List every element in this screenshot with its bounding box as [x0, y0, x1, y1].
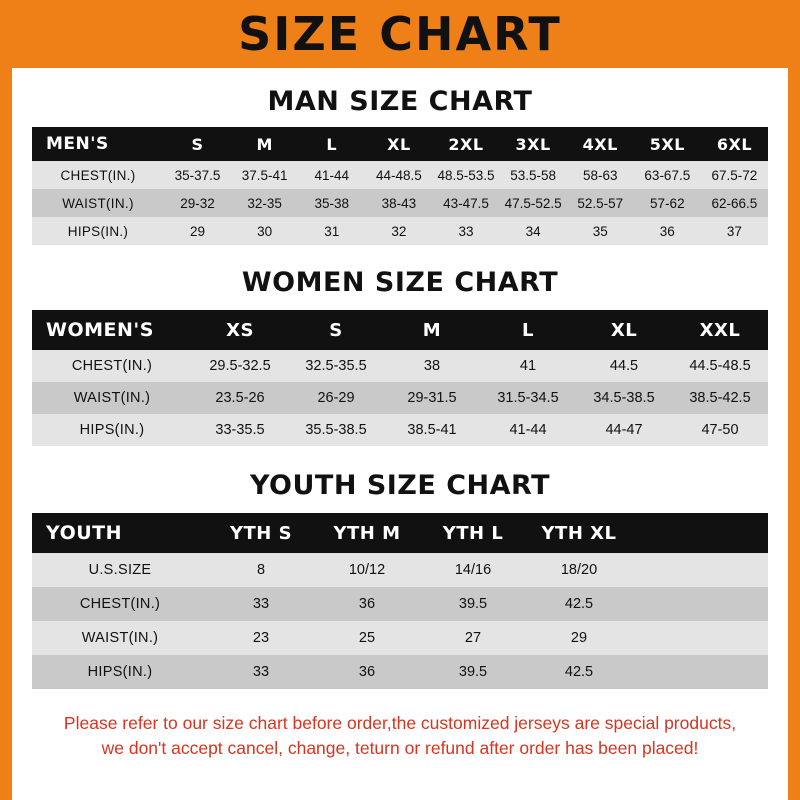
row-label: U.S.SIZE — [88, 562, 152, 578]
youth-header-cell: YTH M — [333, 522, 401, 544]
cell: 47-50 — [701, 422, 739, 438]
men-header-cell: L — [326, 134, 338, 154]
women-header-cell: XXL — [699, 319, 741, 341]
cell: 52.5-57 — [577, 195, 624, 211]
cell: 37 — [726, 223, 742, 239]
women-header-cell: WOMEN'S — [46, 319, 154, 341]
row-label: CHEST(IN.) — [60, 167, 136, 183]
table-row — [32, 655, 768, 689]
men-header-cell: 4XL — [582, 134, 618, 154]
page-title: SIZE CHART — [238, 7, 562, 61]
cell: 58-63 — [582, 167, 618, 183]
women-size-table — [32, 310, 768, 446]
women-section — [12, 267, 788, 446]
cell: 29 — [190, 223, 206, 239]
youth-section — [12, 470, 788, 689]
cell: 38-43 — [381, 195, 417, 211]
order-notice — [30, 711, 770, 762]
cell: 23 — [252, 630, 270, 646]
cell: 42.5 — [564, 596, 594, 612]
cell: 31 — [324, 223, 340, 239]
cell: 38.5-41 — [407, 422, 457, 438]
cell-spacer — [632, 553, 768, 587]
men-header-cell: 6XL — [716, 134, 753, 154]
men-header-cell: MEN'S — [46, 134, 109, 154]
table-row — [32, 350, 768, 382]
women-header-cell: L — [522, 319, 534, 341]
cell: 44.5 — [609, 358, 639, 374]
cell: 10/12 — [348, 562, 386, 578]
cell: 29-31.5 — [407, 390, 457, 406]
row-label: HIPS(IN.) — [87, 664, 153, 680]
youth-table-header-row — [32, 513, 768, 553]
cell: 43-47.5 — [443, 195, 489, 211]
cell: 38 — [423, 358, 441, 374]
cell: 44-47 — [605, 422, 643, 438]
cell: 33 — [252, 596, 270, 612]
row-label: HIPS(IN.) — [79, 422, 145, 438]
men-header-cell: 5XL — [649, 134, 685, 154]
youth-header-cell: YTH L — [442, 522, 504, 544]
women-header-cell: XL — [610, 319, 638, 341]
cell: 35 — [592, 223, 608, 239]
youth-section-title: YOUTH SIZE CHART — [249, 470, 551, 501]
cell: 29-32 — [180, 195, 215, 211]
cell: 33 — [252, 664, 270, 680]
banner — [12, 0, 788, 68]
cell: 25 — [358, 630, 376, 646]
cell: 63-67.5 — [644, 167, 691, 183]
cell: 57-62 — [650, 195, 685, 211]
cell-spacer — [632, 621, 768, 655]
cell: 36 — [358, 664, 376, 680]
table-row — [32, 414, 768, 446]
row-label: WAIST(IN.) — [73, 390, 151, 406]
cell: 32.5-35.5 — [305, 358, 367, 374]
women-section-title: WOMEN SIZE CHART — [241, 267, 559, 298]
cell-spacer — [632, 655, 768, 689]
cell: 42.5 — [564, 664, 594, 680]
cell: 18/20 — [560, 562, 598, 578]
table-row — [32, 217, 768, 245]
men-header-cell: 2XL — [448, 134, 484, 154]
women-header-cell: S — [329, 319, 343, 341]
notice-line-1: Please refer to our size chart before order,the customized jerseys are special products, — [63, 713, 737, 733]
cell: 33-35.5 — [215, 422, 265, 438]
row-label: WAIST(IN.) — [81, 630, 159, 646]
cell: 31.5-34.5 — [497, 390, 559, 406]
notice-line-2: we don't accept cancel, change, teturn or refund after order has been placed! — [101, 738, 699, 759]
cell: 41-44 — [314, 167, 350, 183]
cell: 35.5-38.5 — [305, 422, 367, 438]
youth-header-cell: YOUTH — [46, 522, 123, 544]
youth-size-table — [32, 513, 768, 689]
cell: 41 — [519, 358, 537, 374]
cell: 36 — [659, 223, 675, 239]
cell: 38.5-42.5 — [689, 390, 751, 406]
table-row — [32, 553, 768, 587]
cell: 36 — [358, 596, 376, 612]
cell: 44-48.5 — [375, 167, 422, 183]
women-header-cell: M — [422, 319, 442, 341]
youth-header-spacer — [632, 513, 768, 553]
cell: 32-35 — [247, 195, 282, 211]
cell: 37.5-41 — [241, 167, 288, 183]
cell: 48.5-53.5 — [437, 167, 495, 183]
cell: 32 — [391, 223, 407, 239]
men-header-cell: S — [191, 134, 204, 154]
row-label: CHEST(IN.) — [79, 596, 161, 612]
cell: 29 — [570, 630, 588, 646]
cell: 62-66.5 — [711, 195, 758, 211]
men-section-title: MAN SIZE CHART — [267, 86, 533, 117]
cell: 39.5 — [458, 596, 488, 612]
women-table-header-row — [32, 310, 768, 350]
cell: 47.5-52.5 — [504, 195, 562, 211]
cell: 29.5-32.5 — [209, 358, 271, 374]
cell: 34.5-38.5 — [593, 390, 655, 406]
men-header-cell: M — [256, 134, 273, 154]
cell: 23.5-26 — [215, 390, 265, 406]
table-row — [32, 621, 768, 655]
cell: 34 — [525, 223, 541, 239]
cell: 35-37.5 — [174, 167, 221, 183]
cell: 26-29 — [317, 390, 355, 406]
cell: 67.5-72 — [711, 167, 758, 183]
cell: 44.5-48.5 — [689, 358, 751, 374]
row-label: CHEST(IN.) — [71, 358, 153, 374]
table-row — [32, 161, 768, 189]
cell: 53.5-58 — [510, 167, 556, 183]
cell: 30 — [257, 223, 273, 239]
youth-header-cell: YTH XL — [541, 522, 617, 544]
table-row — [32, 189, 768, 217]
men-header-cell: 3XL — [515, 134, 551, 154]
row-label: WAIST(IN.) — [62, 195, 134, 211]
men-header-cell: XL — [387, 134, 411, 154]
table-row — [32, 587, 768, 621]
row-label: HIPS(IN.) — [67, 223, 129, 239]
men-section — [12, 86, 788, 245]
cell: 39.5 — [458, 664, 488, 680]
cell: 14/16 — [454, 562, 492, 578]
cell: 8 — [256, 562, 266, 578]
cell-spacer — [632, 587, 768, 621]
cell: 27 — [464, 630, 482, 646]
cell: 41-44 — [509, 422, 547, 438]
cell: 33 — [458, 223, 474, 239]
table-row — [32, 382, 768, 414]
cell: 35-38 — [314, 195, 350, 211]
women-header-cell: XS — [226, 319, 254, 341]
men-size-table — [32, 127, 768, 245]
men-table-header-row — [32, 127, 768, 161]
youth-header-cell: YTH S — [229, 522, 293, 544]
